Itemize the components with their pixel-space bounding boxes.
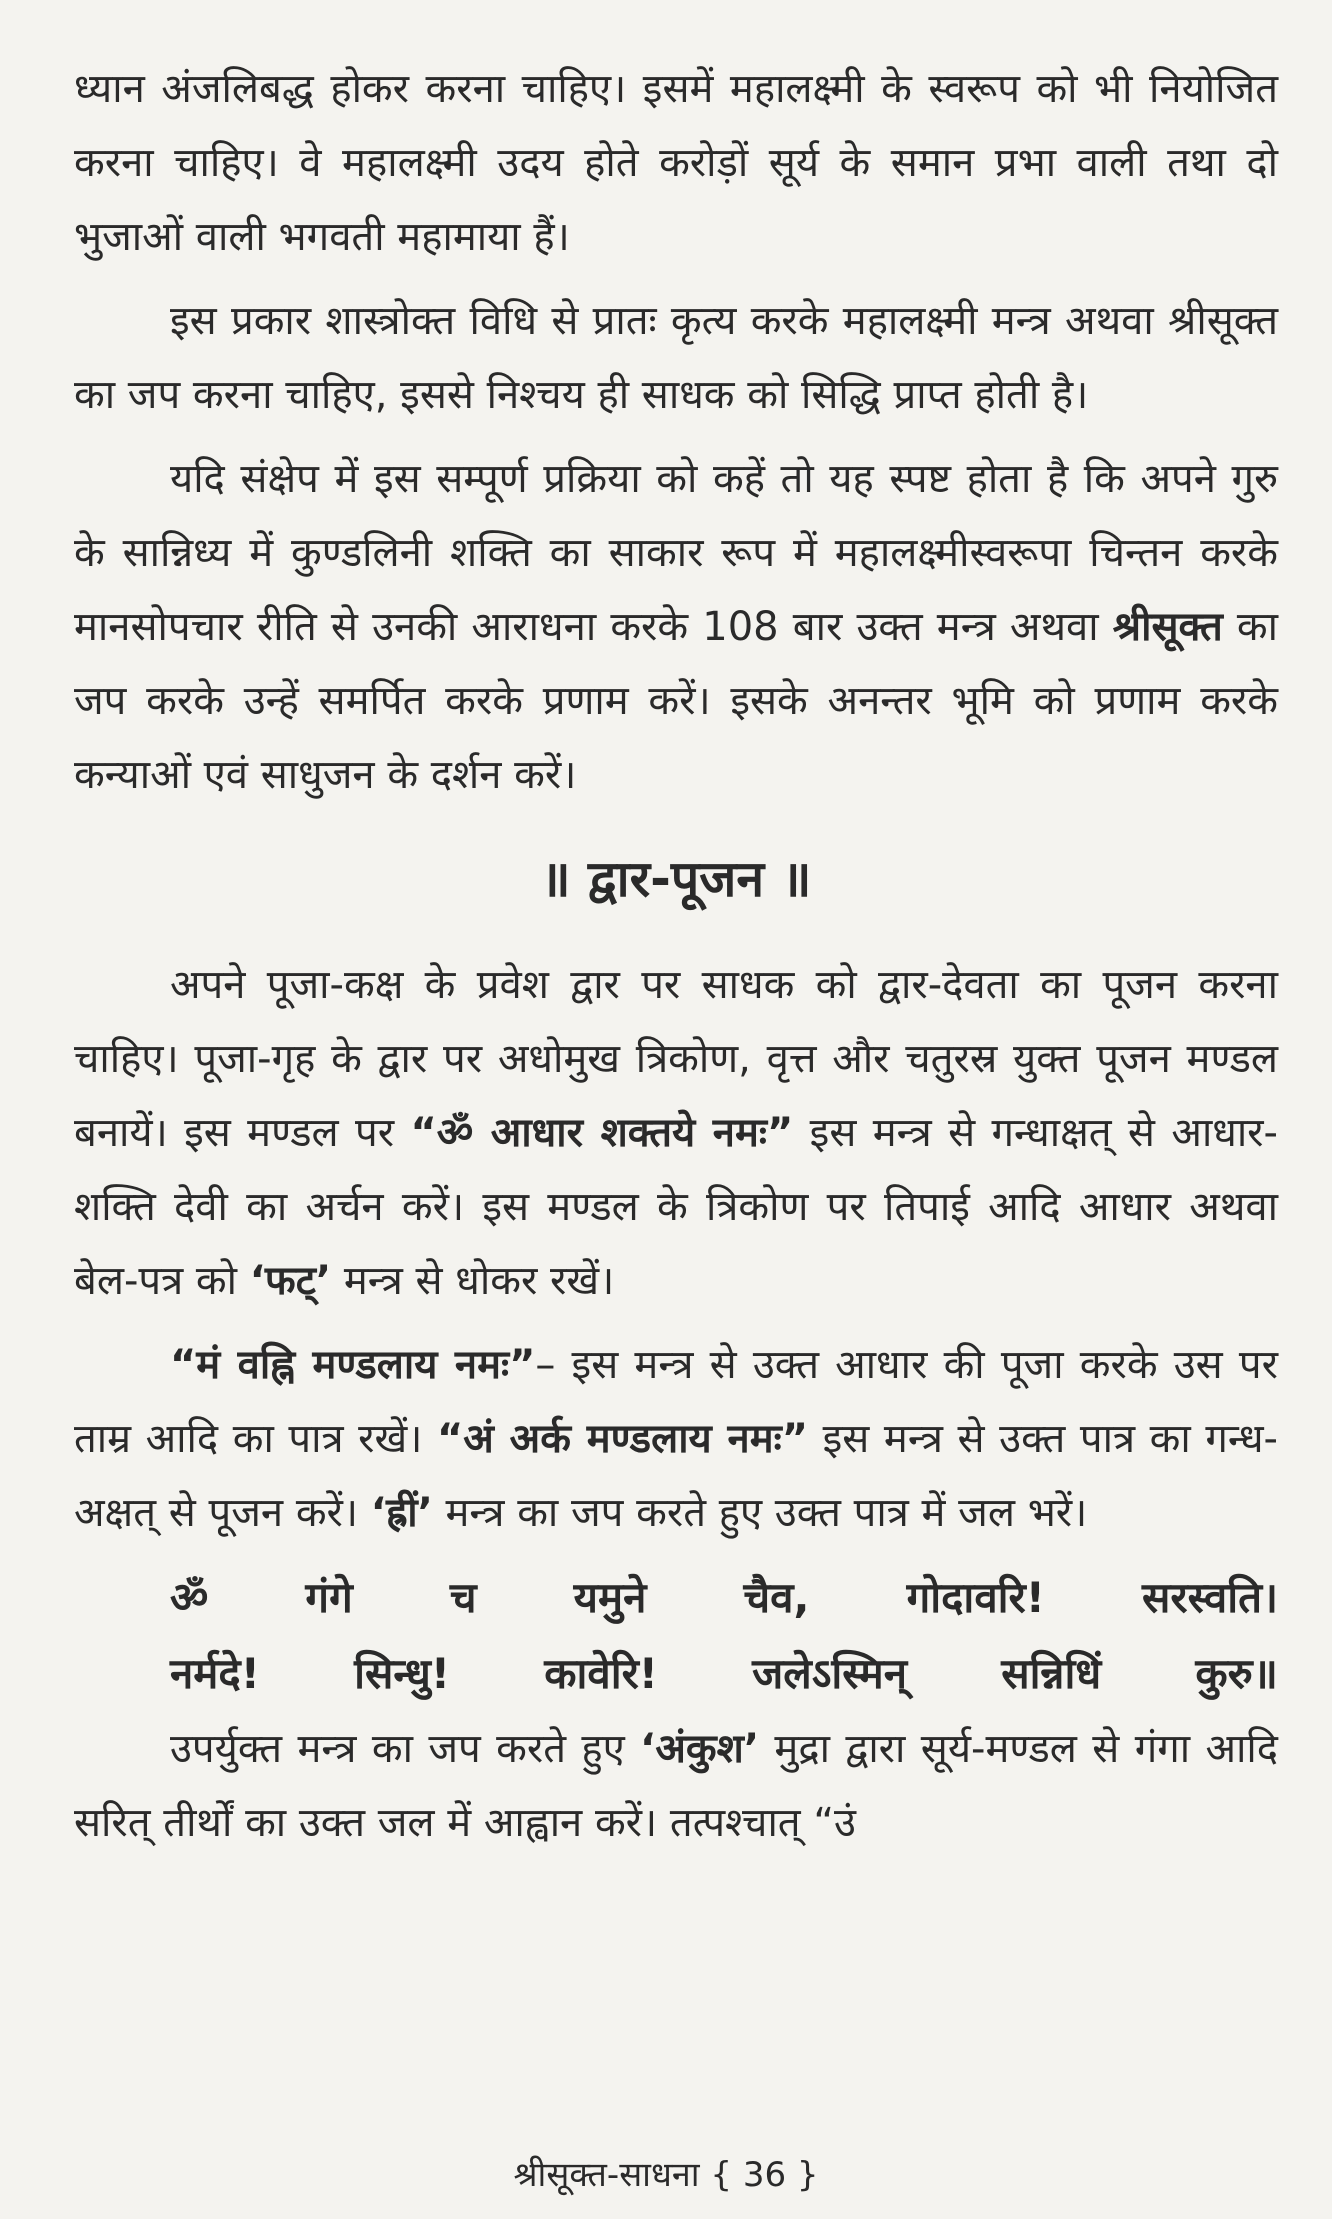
verse-word: ॐ xyxy=(170,1573,209,1622)
mudra-ankusha: ‘अंकुश’ xyxy=(640,1726,760,1772)
paragraph-5-text: – इस मन्त्र से उक्त आधार की पूजा करके उस पर ताम्र आदि का पात्र रखें। xyxy=(74,1342,1278,1462)
mantra-hreem: ‘ह्रीं’ xyxy=(370,1490,433,1536)
paragraph-7-text-end: मुद्रा द्वारा सूर्य-मण्डल से गंगा आदि सरित् तीर्थों का उक्त जल में आह्वान करें। तत्पश्चात् “उं xyxy=(74,1726,1278,1846)
paragraph-7 xyxy=(74,1712,1278,1860)
page-footer: श्रीसूक्त-साधना { 36 } xyxy=(513,2155,819,2195)
mantra-adhara-shaktaye: “ॐ आधार शक्तये नमः” xyxy=(410,1110,794,1156)
verse-word: सन्निधिं xyxy=(1001,1649,1102,1698)
paragraph-4-text-end: मन्त्र से धोकर रखें। xyxy=(331,1258,615,1304)
paragraph-1 xyxy=(74,52,1278,274)
paragraph-3 xyxy=(74,442,1278,812)
paragraph-4-text-mid: इस मन्त्र से गन्धाक्षत् से आधार-शक्ति देवी का अर्चन करें। इस मण्डल के त्रिकोण पर तिपाई आदि आधार अथवा बेल-पत्र को xyxy=(74,1110,1278,1304)
paragraph-1-text: ध्यान अंजलिबद्ध होकर करना चाहिए। इसमें महालक्ष्मी के स्वरूप को भी नियोजित करना चाहिए। वे महालक्ष्मी उदय होते करोड़ों सूर्य के समान प्रभा वाली तथा दो भुजाओं वाली भगवती महामाया हैं। xyxy=(74,66,1278,260)
section-heading: ॥ द्वार-पूजन ॥ xyxy=(540,850,812,908)
paragraph-3-text: यदि संक्षेप में इस सम्पूर्ण प्रक्रिया को कहें तो यह स्पष्ट होता है कि अपने गुरु के सान्निध्य में कुण्डलिनी शक्ति का साकार रूप में महालक्ष्मीस्वरूपा चिन्तन करके मानसोपचार रीति से उनकी आराधना करके 108 बार उक्त मन्त्र अथवा xyxy=(74,456,1278,650)
mantra-ark-mandalaya: “अं अर्क मण्डलाय नमः” xyxy=(437,1416,809,1462)
verse-word: नर्मदे! xyxy=(170,1649,260,1698)
paragraph-5 xyxy=(74,1328,1278,1550)
verse-word: कुरु॥ xyxy=(1195,1649,1278,1698)
mantra-phat: ‘फट्’ xyxy=(249,1258,332,1304)
verse-word: गोदावरि! xyxy=(906,1573,1045,1622)
verse-word: यमुने xyxy=(573,1573,647,1622)
verse-word: सरस्वति। xyxy=(1142,1573,1278,1622)
verse-word: कावेरि! xyxy=(544,1649,658,1698)
paragraph-5-text-mid: इस मन्त्र से उक्त पात्र का गन्ध-अक्षत् से पूजन करें। xyxy=(74,1416,1278,1536)
verse-word: जलेऽस्मिन् xyxy=(752,1649,908,1698)
verse-word: चैव, xyxy=(743,1573,810,1622)
paragraph-5-text-end: मन्त्र का जप करते हुए उक्त पात्र में जल भरें। xyxy=(432,1490,1088,1536)
paragraph-3-text-end: का जप करके उन्हें समर्पित करके प्रणाम करें। इसके अनन्तर भूमि को प्रणाम करके कन्याओं एवं साधुजन के दर्शन करें। xyxy=(74,604,1278,798)
verse-word: च xyxy=(449,1573,477,1622)
verse-line-2 xyxy=(74,1636,1278,1712)
paragraph-2 xyxy=(74,284,1278,432)
verse-word: सिन्धु! xyxy=(354,1649,450,1698)
paragraph-4 xyxy=(74,948,1278,1318)
bold-term-shrisukta: श्रीसूक्त xyxy=(1112,604,1223,650)
mantra-vahni-mandalaya: “मं वह्नि मण्डलाय नमः” xyxy=(170,1342,536,1388)
paragraph-2-text: इस प्रकार शास्त्रोक्त विधि से प्रातः कृत्य करके महालक्ष्मी मन्त्र अथवा श्रीसूक्त का जप करना चाहिए, इससे निश्चय ही साधक को सिद्धि प्राप्त होती है। xyxy=(74,298,1278,418)
paragraph-7-text: उपर्युक्त मन्त्र का जप करते हुए xyxy=(170,1726,641,1772)
verse-line-1 xyxy=(74,1560,1278,1636)
paragraph-4-text: अपने पूजा-कक्ष के प्रवेश द्वार पर साधक को द्वार-देवता का पूजन करना चाहिए। पूजा-गृह के द्वार पर अधोमुख त्रिकोण, वृत्त और चतुरस्र युक्त पूजन मण्डल बनायें। इस मण्डल पर xyxy=(74,962,1278,1156)
verse-word: गंगे xyxy=(305,1573,353,1622)
